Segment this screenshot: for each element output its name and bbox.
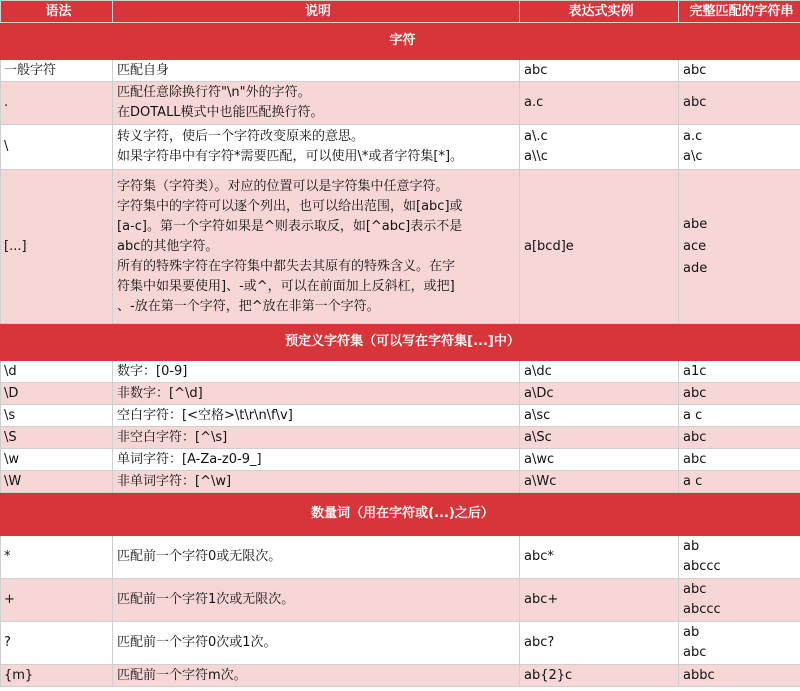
description-line: 匹配前一个字符0次或1次。: [117, 635, 277, 650]
example-line: a\\c: [524, 149, 548, 164]
example-line: a\.c: [524, 129, 548, 144]
description-cell: [113, 622, 520, 665]
description-cell: [113, 60, 520, 82]
example-cell: [520, 125, 679, 170]
example-line: a\sc: [524, 407, 551, 423]
description-line: 匹配任意除换行符"\n"外的字符。: [117, 85, 311, 100]
example-line: a\wc: [524, 451, 555, 467]
table-row: [1, 665, 800, 687]
example-cell: [520, 665, 679, 687]
header-example: 表达式实例: [520, 1, 679, 23]
match-cell: [679, 60, 800, 82]
example-cell: [520, 622, 679, 665]
table-row: [1, 427, 800, 449]
match-cell: [679, 622, 800, 665]
match-line: ade: [683, 260, 708, 276]
table-row: [1, 60, 800, 82]
match-line: abc: [683, 429, 707, 445]
description-line: 匹配自身: [117, 62, 170, 78]
table-row: [1, 449, 800, 471]
table-row: [1, 170, 800, 324]
example-line: abc+: [524, 592, 559, 607]
match-cell: [679, 536, 800, 579]
section-row-predefined: [1, 324, 800, 361]
section-row-chars: [1, 23, 800, 60]
match-line: abc: [683, 451, 707, 467]
example-cell: [520, 427, 679, 449]
match-line: abccc: [683, 559, 721, 574]
match-line: ab: [683, 539, 700, 554]
syntax-cell: \w: [1, 449, 113, 471]
description-line: 单词字符：[A-Za-z0-9_]: [117, 451, 262, 467]
section-title: 预定义字符集（可以写在字符集[...]中）: [1, 324, 800, 361]
match-line: ab: [683, 625, 700, 640]
description-cell: [113, 579, 520, 622]
example-cell: [520, 60, 679, 82]
match-cell: [679, 383, 800, 405]
match-cell: [679, 361, 800, 383]
syntax-cell: \D: [1, 383, 113, 405]
example-line: abc?: [524, 635, 555, 650]
match-line: a c: [683, 407, 703, 423]
description-cell: [113, 125, 520, 170]
section-title: 字符: [1, 23, 800, 60]
match-line: abc: [683, 62, 707, 78]
syntax-cell: \W: [1, 471, 113, 493]
match-line: abc: [683, 385, 707, 401]
description-cell: [113, 427, 520, 449]
match-cell: [679, 427, 800, 449]
match-line: abc: [683, 645, 707, 660]
description-line: [a-c]。第一个字符如果是^则表示取反，如[^abc]表示不是: [117, 218, 463, 234]
description-cell: [113, 361, 520, 383]
match-line: a1c: [683, 363, 707, 379]
table-row: [1, 622, 800, 665]
syntax-cell: ?: [1, 622, 113, 665]
header-syntax: 语法: [1, 1, 113, 23]
example-cell: [520, 449, 679, 471]
description-line: 字符集中的字符可以逐个列出，也可以给出范围，如[abc]或: [117, 198, 463, 214]
header-row: [1, 1, 800, 23]
example-line: abc*: [524, 549, 554, 564]
match-cell: [679, 449, 800, 471]
description-line: 非单词字符：[^\w]: [117, 473, 232, 489]
description-line: 、-放在第一个字符，把^放在非第一个字符。: [117, 298, 380, 314]
match-line: ace: [683, 238, 707, 254]
section-row-quantifiers: [1, 493, 800, 536]
description-line: 转义字符，使后一个字符改变原来的意思。: [117, 129, 365, 144]
example-line: abc: [524, 62, 548, 78]
match-line: a\c: [683, 149, 703, 164]
example-line: a.c: [524, 95, 544, 110]
example-cell: [520, 383, 679, 405]
match-line: abccc: [683, 602, 721, 617]
match-line: a c: [683, 473, 703, 489]
example-line: a\Dc: [524, 385, 554, 401]
syntax-cell: \s: [1, 405, 113, 427]
table-row: [1, 536, 800, 579]
description-line: 数字：[0-9]: [117, 363, 188, 379]
match-cell: [679, 471, 800, 493]
match-cell: [679, 125, 800, 170]
description-line: 非空白字符：[^\s]: [117, 429, 228, 445]
description-cell: [113, 405, 520, 427]
example-cell: [520, 361, 679, 383]
match-line: abbc: [683, 667, 715, 683]
description-cell: [113, 383, 520, 405]
description-line: 空白字符：[<空格>\t\r\n\f\v]: [117, 407, 293, 423]
match-cell: [679, 579, 800, 622]
match-cell: [679, 665, 800, 687]
description-cell: [113, 82, 520, 125]
table-row: [1, 471, 800, 493]
syntax-cell: .: [1, 82, 113, 125]
header-description: 说明: [113, 1, 520, 23]
match-cell: [679, 82, 800, 125]
description-line: 在DOTALL模式中也能匹配换行符。: [117, 105, 324, 120]
description-line: 匹配前一个字符0或无限次。: [117, 549, 282, 564]
example-cell: [520, 471, 679, 493]
table-row: [1, 82, 800, 125]
syntax-cell: \d: [1, 361, 113, 383]
description-line: 匹配前一个字符1次或无限次。: [117, 592, 295, 607]
syntax-cell: *: [1, 536, 113, 579]
description-line: 所有的特殊字符在字符集中都失去其原有的特殊含义。在字: [117, 258, 456, 274]
match-line: a.c: [683, 129, 703, 144]
table-row: [1, 383, 800, 405]
example-cell: [520, 170, 679, 324]
example-cell: [520, 579, 679, 622]
example-cell: [520, 405, 679, 427]
description-line: abc的其他字符。: [117, 238, 219, 254]
description-cell: [113, 449, 520, 471]
example-line: a\Wc: [524, 473, 557, 489]
example-cell: [520, 536, 679, 579]
syntax-cell: 一般字符: [1, 60, 113, 82]
description-cell: [113, 665, 520, 687]
example-line: a\Sc: [524, 429, 552, 445]
match-line: abc: [683, 582, 707, 597]
description-line: 匹配前一个字符m次。: [117, 667, 247, 683]
syntax-cell: {m}: [1, 665, 113, 687]
match-cell: [679, 405, 800, 427]
example-line: ab{2}c: [524, 667, 573, 683]
example-cell: [520, 82, 679, 125]
table-row: [1, 125, 800, 170]
description-cell: [113, 471, 520, 493]
example-line: a[bcd]e: [524, 238, 574, 254]
table-row: [1, 579, 800, 622]
example-line: a\dc: [524, 363, 552, 379]
table-row: [1, 405, 800, 427]
syntax-cell: \: [1, 125, 113, 170]
section-title: 数量词（用在字符或(...)之后）: [1, 493, 800, 536]
description-line: 非数字：[^\d]: [117, 385, 203, 401]
syntax-cell: +: [1, 579, 113, 622]
header-full-match: 完整匹配的字符串: [679, 1, 800, 23]
match-line: abc: [683, 95, 707, 110]
description-line: 字符集（字符类）。对应的位置可以是字符集中任意字符。: [117, 178, 449, 194]
table-row: [1, 361, 800, 383]
syntax-cell: \S: [1, 427, 113, 449]
syntax-cell: [...]: [1, 170, 113, 324]
match-line: abe: [683, 216, 708, 232]
description-line: 如果字符串中有字符*需要匹配，可以使用\*或者字符集[*]。: [117, 149, 464, 164]
description-line: 符集中如果要使用]、-或^，可以在前面加上反斜杠，或把]: [117, 278, 455, 294]
description-cell: [113, 536, 520, 579]
match-cell: [679, 170, 800, 324]
description-cell: [113, 170, 520, 324]
